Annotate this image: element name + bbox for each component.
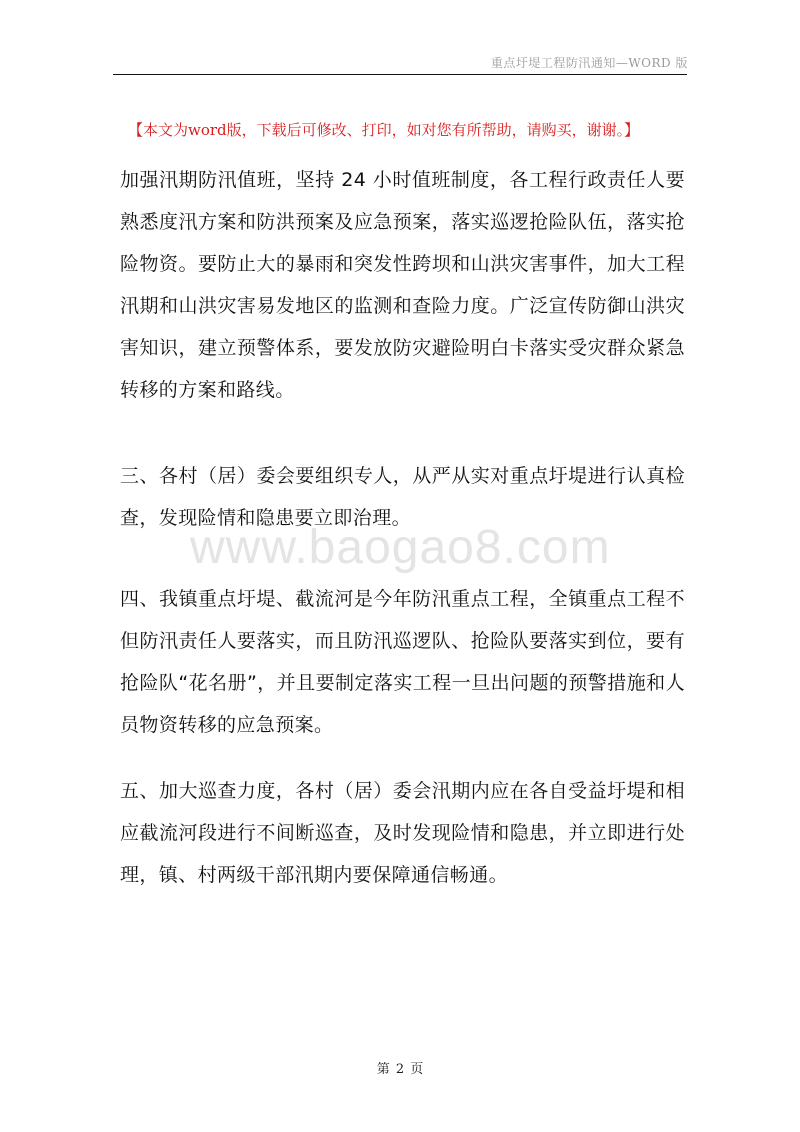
running-header: 重点圩堤工程防汛通知—WORD 版 bbox=[490, 56, 688, 70]
page-number: 第 2 页 bbox=[376, 1062, 424, 1077]
paragraph-item-five: 五、加大巡查力度，各村（居）委会汛期内应在各自受益圩堤和相应截流河段进行不间断巡查，及时发现险情和隐患，并立即进行处理，镇、村两级干部汛期内要保障通信畅通。 bbox=[120, 780, 685, 886]
paragraph-duty-watch: 加强汛期防汛值班，坚持 24 小时值班制度，各工程行政责任人要熟悉度汛方案和防洪预案及应急预案，落实巡逻抢险队伍，落实抢险物资。要防止大的暴雨和突发性跨坝和山洪灾害事件，加大工程汛期和山洪灾害易发地区的监测和查险力度。广泛宣传防御山洪灾害知识，建立预警体系，要发放防灾避险明白卡落实受灾群众紧急转移的方案和路线。 bbox=[120, 169, 685, 401]
paragraph-item-three: 三、各村（居）委会要组织专人，从严从实对重点圩堤进行认真检查，发现险情和隐患要立即治理。 bbox=[120, 465, 685, 529]
header-divider bbox=[113, 74, 687, 75]
purchase-notice: 【本文为word版，下载后可修改、打印，如对您有所帮助，请购买，谢谢。】 bbox=[128, 121, 640, 139]
paragraph-item-four: 四、我镇重点圩堤、截流河是今年防汛重点工程，全镇重点工程不但防汛责任人要落实，而且防汛巡逻队、抢险队要落实到位，要有抢险队“花名册”，并且要制定落实工程一旦出问题的预警措施和人员物资转移的应急预案。 bbox=[120, 588, 685, 736]
watermark: www.baogao8.com bbox=[190, 521, 611, 574]
